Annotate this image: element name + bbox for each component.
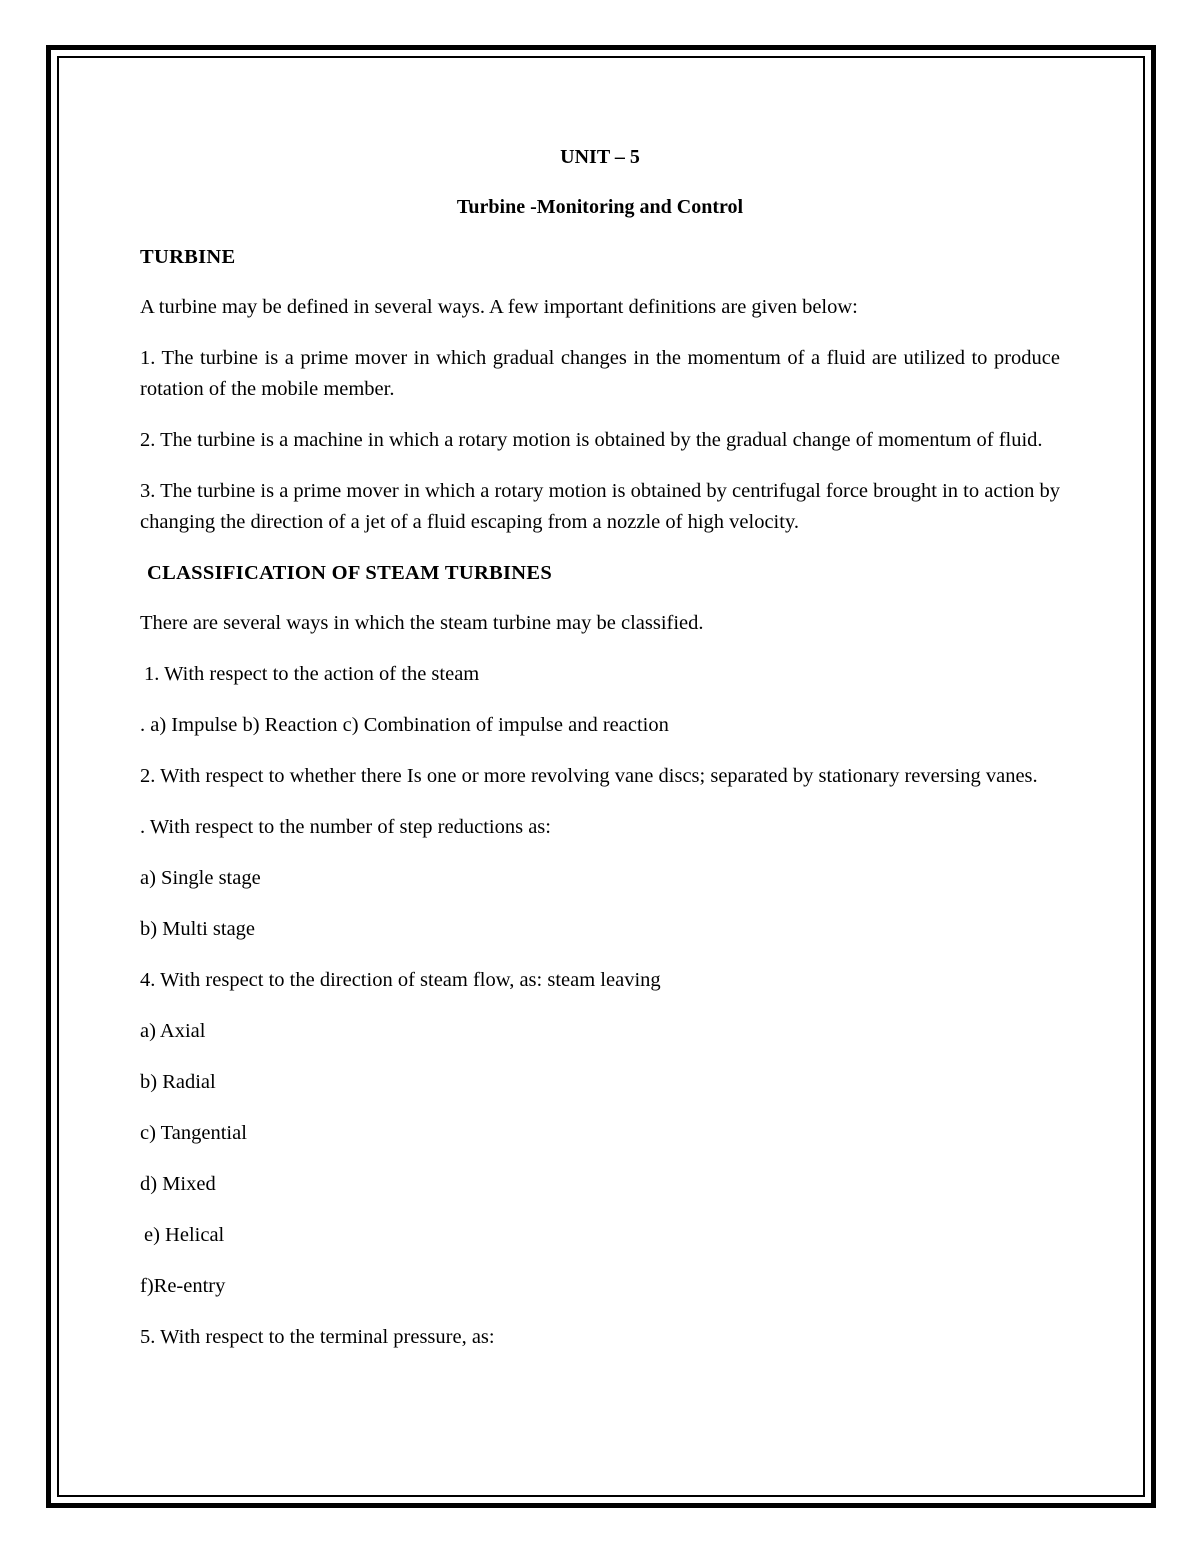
turbine-intro: A turbine may be defined in several ways. A few important definitions are given below: bbox=[140, 296, 858, 318]
document-body bbox=[140, 142, 1060, 1373]
classification-line-1: 1. With respect to the action of the steam bbox=[144, 663, 480, 685]
classification-line-5: a) Single stage bbox=[140, 867, 261, 889]
section-heading-classification: CLASSIFICATION OF STEAM TURBINES bbox=[147, 562, 553, 584]
classification-line-13: f)Re-entry bbox=[140, 1275, 226, 1297]
section-heading-turbine: TURBINE bbox=[140, 246, 236, 268]
classification-line-2: . a) Impulse b) Reaction c) Combination of impulse and reaction bbox=[140, 714, 669, 736]
classification-line-14: 5. With respect to the terminal pressure, as: bbox=[140, 1326, 495, 1348]
definition-3: 3. The turbine is a prime mover in which a rotary motion is obtained by centrifugal force brought in to action by changing the direction of a jet of a fluid escaping from a nozzle of high velocity. bbox=[140, 480, 1060, 533]
classification-line-6: b) Multi stage bbox=[140, 918, 256, 940]
classification-line-8: a) Axial bbox=[140, 1020, 206, 1042]
classification-intro: There are several ways in which the steam turbine may be classified. bbox=[140, 612, 704, 634]
definition-2: 2. The turbine is a machine in which a rotary motion is obtained by the gradual change of momentum of fluid. bbox=[140, 429, 1043, 451]
classification-line-4: . With respect to the number of step reductions as: bbox=[140, 816, 551, 838]
classification-line-7: 4. With respect to the direction of steam flow, as: steam leaving bbox=[140, 969, 661, 991]
classification-line-12: e) Helical bbox=[144, 1224, 225, 1246]
classification-line-10: c) Tangential bbox=[140, 1122, 247, 1144]
document-subtitle: Turbine -Monitoring and Control bbox=[456, 196, 744, 218]
classification-line-3: 2. With respect to whether there Is one or more revolving vane discs; separated by stationary reversing vanes. bbox=[140, 765, 1038, 787]
classification-line-11: d) Mixed bbox=[140, 1173, 216, 1195]
unit-title: UNIT – 5 bbox=[560, 146, 640, 168]
definition-1: 1. The turbine is a prime mover in which gradual changes in the momentum of a fluid are utilized to produce rotation of the mobile member. bbox=[140, 347, 1060, 400]
classification-line-9: b) Radial bbox=[140, 1071, 216, 1093]
